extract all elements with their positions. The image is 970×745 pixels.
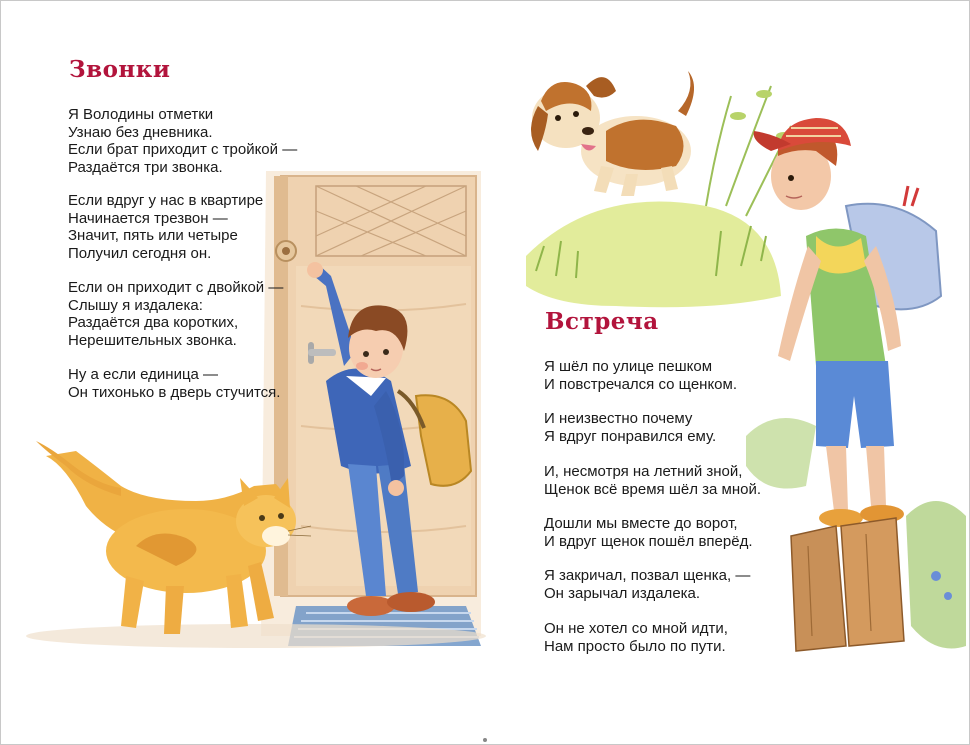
poem-line: Раздаётся два коротких, xyxy=(68,314,239,331)
left-stanza-2 xyxy=(68,192,263,262)
poem-line: Слышу я издалека: xyxy=(68,296,203,314)
poem-line: Нам просто было по пути. xyxy=(544,637,726,655)
poem-line: И повстречался со щенком. xyxy=(544,375,738,393)
poem-line: Он не хотел со мной идти, xyxy=(544,620,728,637)
page-gutter-mark xyxy=(483,738,487,742)
poem-line: Дошли мы вместе до ворот, xyxy=(544,515,738,532)
poem-line: Ну а если единица — xyxy=(68,366,219,383)
poem-line: И неизвестно почему xyxy=(544,410,693,427)
poem-line: Нерешительных звонка. xyxy=(68,331,237,349)
fence-posts xyxy=(791,518,904,651)
poem-line: Узнаю без дневника. xyxy=(68,123,213,141)
poem-line: И, несмотря на летний зной, xyxy=(544,463,743,480)
right-stanza-1 xyxy=(544,358,737,393)
poem-line: Раздаётся три звонка. xyxy=(68,158,223,176)
poem-line: И вдруг щенок пошёл вперёд. xyxy=(544,532,753,550)
poem-line: Если брат приходит с тройкой — xyxy=(68,141,298,158)
poem-line: Если вдруг у нас в квартире xyxy=(68,192,264,209)
right-stanza-2 xyxy=(544,410,716,445)
right-stanza-6 xyxy=(544,620,728,655)
left-stanza-4 xyxy=(68,366,280,401)
poem-line: Я вдруг понравился ему. xyxy=(544,427,717,445)
poem-line: Начинается трезвон — xyxy=(68,209,228,227)
poem-line: Я закричал, позвал щенка, — xyxy=(544,567,751,584)
poem-line: Значит, пять или четыре xyxy=(68,227,238,244)
left-stanza-3 xyxy=(68,279,283,349)
left-poem-title: Звонки xyxy=(69,56,171,83)
left-stanza-1 xyxy=(68,106,297,176)
poem-line: Я Володины отметки xyxy=(68,106,214,123)
poem-line: Я шёл по улице пешком xyxy=(544,358,713,375)
right-stanza-5 xyxy=(544,567,750,602)
right-poem-title: Встреча xyxy=(545,308,659,335)
right-stanza-4 xyxy=(544,515,752,550)
poem-line: Он зарычал издалека. xyxy=(544,584,701,602)
poem-line: Он тихонько в дверь стучится. xyxy=(68,383,281,401)
poem-line: Получил сегодня он. xyxy=(68,244,212,262)
poem-line: Щенок всё время шёл за мной. xyxy=(544,480,761,498)
puppy-figure xyxy=(531,71,694,196)
poem-line: Если он приходит с двойкой — xyxy=(68,279,284,296)
right-stanza-3 xyxy=(544,463,761,498)
